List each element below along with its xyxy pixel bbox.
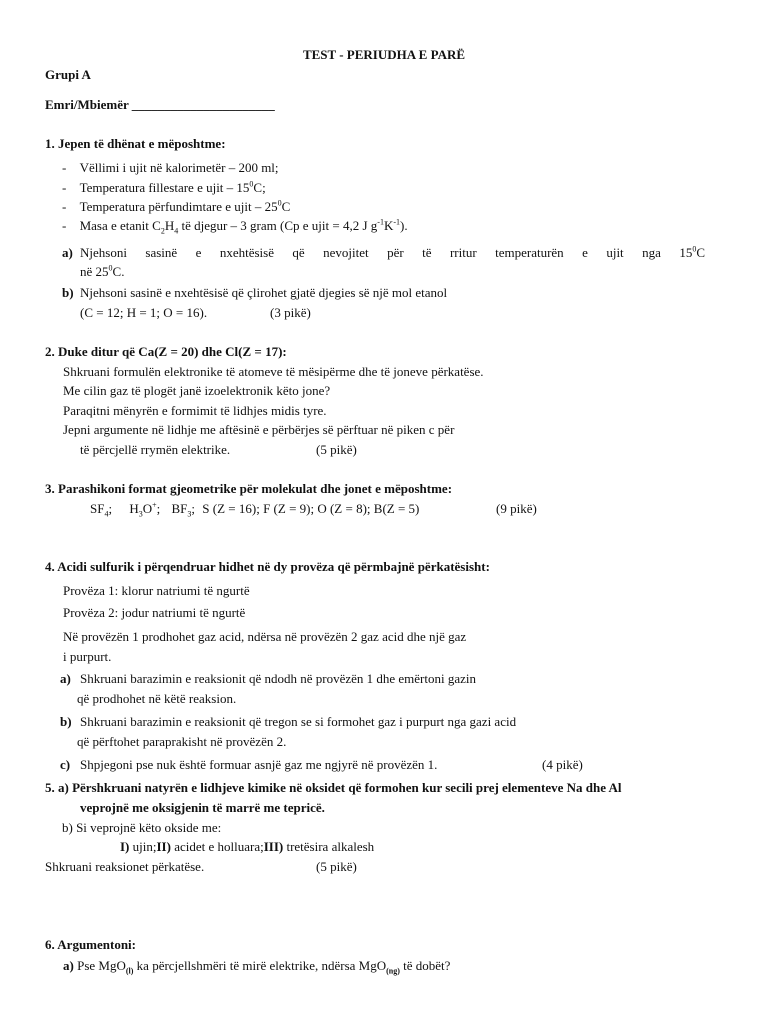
q4-tube-2: Provëza 2: jodur natriumi të ngurtë (63, 605, 246, 620)
bullet-dash: - (62, 199, 67, 214)
q4-a-line2: që prodhohet në këtë reaksion. (77, 691, 237, 706)
bullet-text-end: C; (253, 180, 266, 195)
q1-a-line1 (80, 245, 705, 261)
q1-b-line1: Njehsoni sasinë e nxehtësisë që çlirohet gjatë djegies së një mol etanol (80, 285, 448, 300)
option-label: II) (156, 839, 171, 854)
q4-a-label: a) (60, 671, 71, 686)
bullet-dash: - (62, 160, 67, 175)
q4-a-line1: Shkruani barazimin e reaksionit që ndodh në provëzën 1 dhe emërtoni gazin (80, 671, 477, 686)
q3-title: 3. Parashikoni format gjeometrike për molekulat dhe jonet e mëposhtme: (45, 481, 453, 496)
q2-line-1: Shkruani formulën elektronike të atomeve të mësipërme dhe të joneve përkatëse. (63, 364, 484, 379)
degree-sup: 0 (108, 263, 113, 273)
q5-title-line1: 5. a) Përshkruani natyrën e lidhjeve kimike në oksidet që formohen kur secili prej elementeve Na dhe Al (45, 780, 622, 795)
formula-sub: 3 (187, 509, 192, 519)
q4-points: (4 pikë) (542, 757, 583, 772)
separator: ; (108, 501, 113, 516)
q1-a-text: në 25 (80, 264, 109, 279)
q1-b-line2: (C = 12; H = 1; O = 16). (80, 305, 208, 320)
q6-a-text: ka përcjellshmëri të mirë elektrike, ndërsa MgO (133, 958, 387, 973)
separator: ; (156, 501, 161, 516)
formula-sf4: SF (90, 501, 105, 516)
q1-b-label: b) (62, 285, 74, 300)
formula-h3o: H (129, 501, 139, 516)
charge-sup: + (152, 500, 157, 510)
q1-title: 1. Jepen të dhënat e mëposhtme: (45, 136, 226, 151)
q3-points: (9 pikë) (496, 501, 537, 516)
name-label: Emri/Mbiemër (45, 97, 129, 112)
page-title: TEST - PERIUDHA E PARË (302, 47, 466, 62)
group-label: Grupi A (45, 67, 91, 82)
q5-write: Shkruani reaksionet përkatëse. (45, 859, 205, 874)
state-sub: (ng) (386, 966, 400, 976)
bullet-dash: - (62, 180, 67, 195)
bullet-text: Masa e etanit C (79, 218, 161, 233)
q4-c-label: c) (60, 757, 71, 772)
option-text: acidet e holluara; (170, 839, 264, 854)
q2-line-4: Jepni argumente në lidhje me aftësinë e përbërjes së përftuar në piken c për (63, 422, 455, 437)
q2-line-3: Paraqitni mënyrën e formimit të lidhjes midis tyre. (63, 403, 327, 418)
formula-sub: 3 (138, 509, 143, 519)
q1-a-line2 (80, 264, 124, 280)
q6-a-label: a) (63, 958, 74, 973)
q5-b-line: b) Si veprojnë këto okside me: (62, 820, 222, 835)
q2-line-5: të përcjellë rrymën elektrike. (80, 442, 231, 457)
q2-title: 2. Duke ditur që Ca(Z = 20) dhe Cl(Z = 17): (45, 344, 287, 359)
unit-text: C. (112, 264, 125, 279)
q3-formulas (90, 501, 419, 517)
bullet-text-end: C (281, 199, 291, 214)
degree-sup: 0 (692, 244, 697, 254)
q6-title: 6. Argumentoni: (45, 937, 136, 952)
bullet-text: Temperatura fillestare e ujit – 15 (79, 180, 250, 195)
q4-c-line: Shpjegoni pse nuk është formuar asnjë gaz me ngjyrë në provëzën 1. (80, 757, 438, 772)
formula-text: H (164, 218, 175, 233)
q1-a-text: Njehsoni sasinë e nxehtësisë që nevojitet për të rritur temperaturën e ujit nga 15 (80, 245, 693, 260)
q2-line-2: Me cilin gaz të plogët janë izoelektronik këto jone? (63, 383, 331, 398)
formula-sub: 4 (104, 509, 109, 519)
q4-desc-2: i purpurt. (63, 649, 112, 664)
bullet-text: Vëllimi i ujit në kalorimetër – 200 ml; (79, 160, 279, 175)
option-label: III) (263, 839, 284, 854)
unit-sup: -1 (393, 217, 401, 227)
q4-tube-1: Provëza 1: klorur natriumi të ngurtë (63, 583, 250, 598)
option-text: tretësira alkalesh (283, 839, 375, 854)
q5-options (120, 839, 374, 855)
unit-text: K (383, 218, 394, 233)
name-field (45, 97, 275, 113)
formula-text: O (142, 501, 153, 516)
q4-b-line1: Shkruani barazimin e reaksionit që tregon se si formohet gaz i purpurt nga gazi acid (80, 714, 517, 729)
option-label: I) (120, 839, 130, 854)
option-text: ujin; (129, 839, 157, 854)
bullet-text-end: ). (400, 218, 408, 233)
q6-a-line (63, 958, 450, 974)
state-sub: (l) (125, 966, 134, 976)
q1-points: (3 pikë) (270, 305, 311, 320)
q4-b-label: b) (60, 714, 72, 729)
separator: ; (191, 501, 196, 516)
degree-sup: 0 (277, 198, 282, 208)
q5-points: (5 pikë) (316, 859, 357, 874)
q1-bullet-2 (62, 180, 266, 196)
q6-a-text: të dobët? (399, 958, 451, 973)
q2-points: (5 pikë) (316, 442, 357, 457)
q1-a-label: a) (62, 245, 73, 260)
formula-bf3: BF (171, 501, 188, 516)
q6-a-text: Pse MgO (77, 958, 126, 973)
q4-title: 4. Acidi sulfurik i përqendruar hidhet në dy provëza që përmbajnë përkatësisht: (45, 559, 490, 574)
bullet-dash: - (62, 218, 67, 233)
bullet-text: të djegur – 3 gram (Cp e ujit = 4,2 J g (178, 218, 378, 233)
q1-bullet-4 (62, 218, 408, 234)
formula-sub: 2 (160, 226, 165, 236)
name-blank: ______________________ (131, 97, 275, 112)
bullet-text: Temperatura përfundimtare e ujit – 25 (79, 199, 278, 214)
q1-bullet-3 (62, 199, 290, 215)
degree-sup: 0 (249, 179, 254, 189)
unit-sup: -1 (377, 217, 384, 227)
q4-desc-1: Në provëzën 1 prodhohet gaz acid, ndërsa në provëzën 2 gaz acid dhe një gaz (63, 629, 467, 644)
formula-sub: 4 (174, 226, 179, 236)
q4-b-line2: që përftohet paraprakisht në provëzën 2. (77, 734, 287, 749)
atomic-numbers: S (Z = 16); F (Z = 9); O (Z = 8); B(Z = 5) (202, 501, 420, 516)
q1-bullet-1 (62, 160, 279, 176)
unit-text: C (696, 245, 705, 260)
q5-title-line2: veprojnë me oksigjenin të marrë me tepricë. (80, 800, 325, 815)
